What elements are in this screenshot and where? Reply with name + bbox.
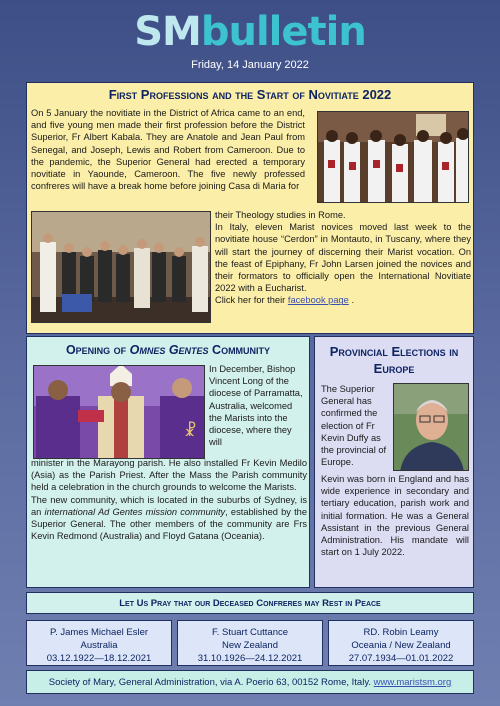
article-paragraph: Kevin was born in England and has wide experience in secondary and tertiary education, parish work and initial formation. He was a General Assistant in the previous General Administration. His mandate will start on 1 July 2022. [321,474,469,558]
deceased-region: New Zealand [222,640,278,651]
article-continued [215,209,471,307]
deceased-dates: 27.07.1934—01.01.2022 [348,653,454,664]
article-first-professions [26,82,474,334]
article-paragraph: their Theology studies in Rome. [215,210,346,220]
article-provincial-elections [314,336,474,588]
article-paragraph: In Italy, eleven Marist novices moved last week to the novitiate house “Cerdon” in Montauto, in Tuscany, where they will start the journey of discerning their Marist vocation. On the feast of Epiphany, Fr John Larsen joined the novices and their formators to officially open the International Novitiate 2022 with a Eucharist. [215,222,471,294]
masthead [0,4,500,71]
deceased-dates: 31.10.1926—24.12.2021 [197,653,303,664]
footer-text: Society of Mary, General Administration, via A. Poerio 63, 00152 Rome, Italy. www.maristsm.org [48,677,452,688]
novices-group-photo [31,211,211,323]
article-paragraph: The Superior General has confirmed the election of Fr Kevin Duffy as the provincial of Europe. [321,384,387,468]
novices-photo [317,111,469,203]
svg-text:☧: ☧ [184,421,197,440]
issue-date: Friday, 14 January 2022 [191,59,309,71]
facebook-line: Click her for their facebook page . [215,295,355,306]
deceased-card [328,620,474,666]
deceased-dates: 03.12.1922—18.12.2021 [46,653,152,664]
article-paragraph: The new community, which is located in the suburbs of Sydney, is an international Ad Gentes mission community, established by the Superior General. The other members of the community are Frs Kevin Redmond (Australia) and Floyd Gatana (Oceania). [31,494,307,542]
deceased-card [26,620,172,666]
deceased-region: Australia [80,640,118,651]
article-paragraph: minister in the Marayong parish. He also installed Fr Kevin Medilo (Asia) as the Parish Priest. After the Mass the Parish community held a celebration in the church grounds to welcome the Marists. [31,458,307,493]
prayer-banner [26,592,474,614]
facebook-link[interactable]: facebook page [287,295,349,306]
deceased-name: F. Stuart Cuttance [211,627,289,638]
bishop-photo [33,365,205,459]
deceased-name: RD. Robin Leamy [363,627,439,638]
deceased-name: P. James Michael Esler [49,627,149,638]
article-title: Provincial Elections in Europe [329,344,459,376]
article-paragraph: In December, Bishop Vincent Long of the diocese of Parramatta, Australia, welcomed the Marists into the diocese, where they will [209,364,303,448]
article-continued [31,457,307,542]
logo: SMbulletin [134,9,366,55]
website-link[interactable]: www.maristsm.org [373,677,452,688]
deceased-region: Oceania / New Zealand [351,640,451,651]
kevin-duffy-photo [393,383,469,471]
article-title: Opening of Omnes Gentes Community [65,343,271,357]
deceased-card [177,620,323,666]
article-omnes-gentes [26,336,310,588]
article-title: First Professions and the Start of Novitiate 2022 [108,87,392,102]
footer [26,670,474,694]
prayer-title: Let Us Pray that our Deceased Confreres may Rest in Peace [119,598,381,609]
article-paragraph: On 5 January the novitiate in the District of Africa came to an end, and five young men made their first profession before the District Superior, Fr Albert Kabala. They are Anatole and Jean Paul from Senegal, and Joseph, Lewis and Robert from Cameroon. Due to the pandemic, the Superior General had erected a temporary novitiate in Yaounde, Cameroon. The five newly professed confreres will have a break home before joining Casa di Maria for [31,108,305,192]
